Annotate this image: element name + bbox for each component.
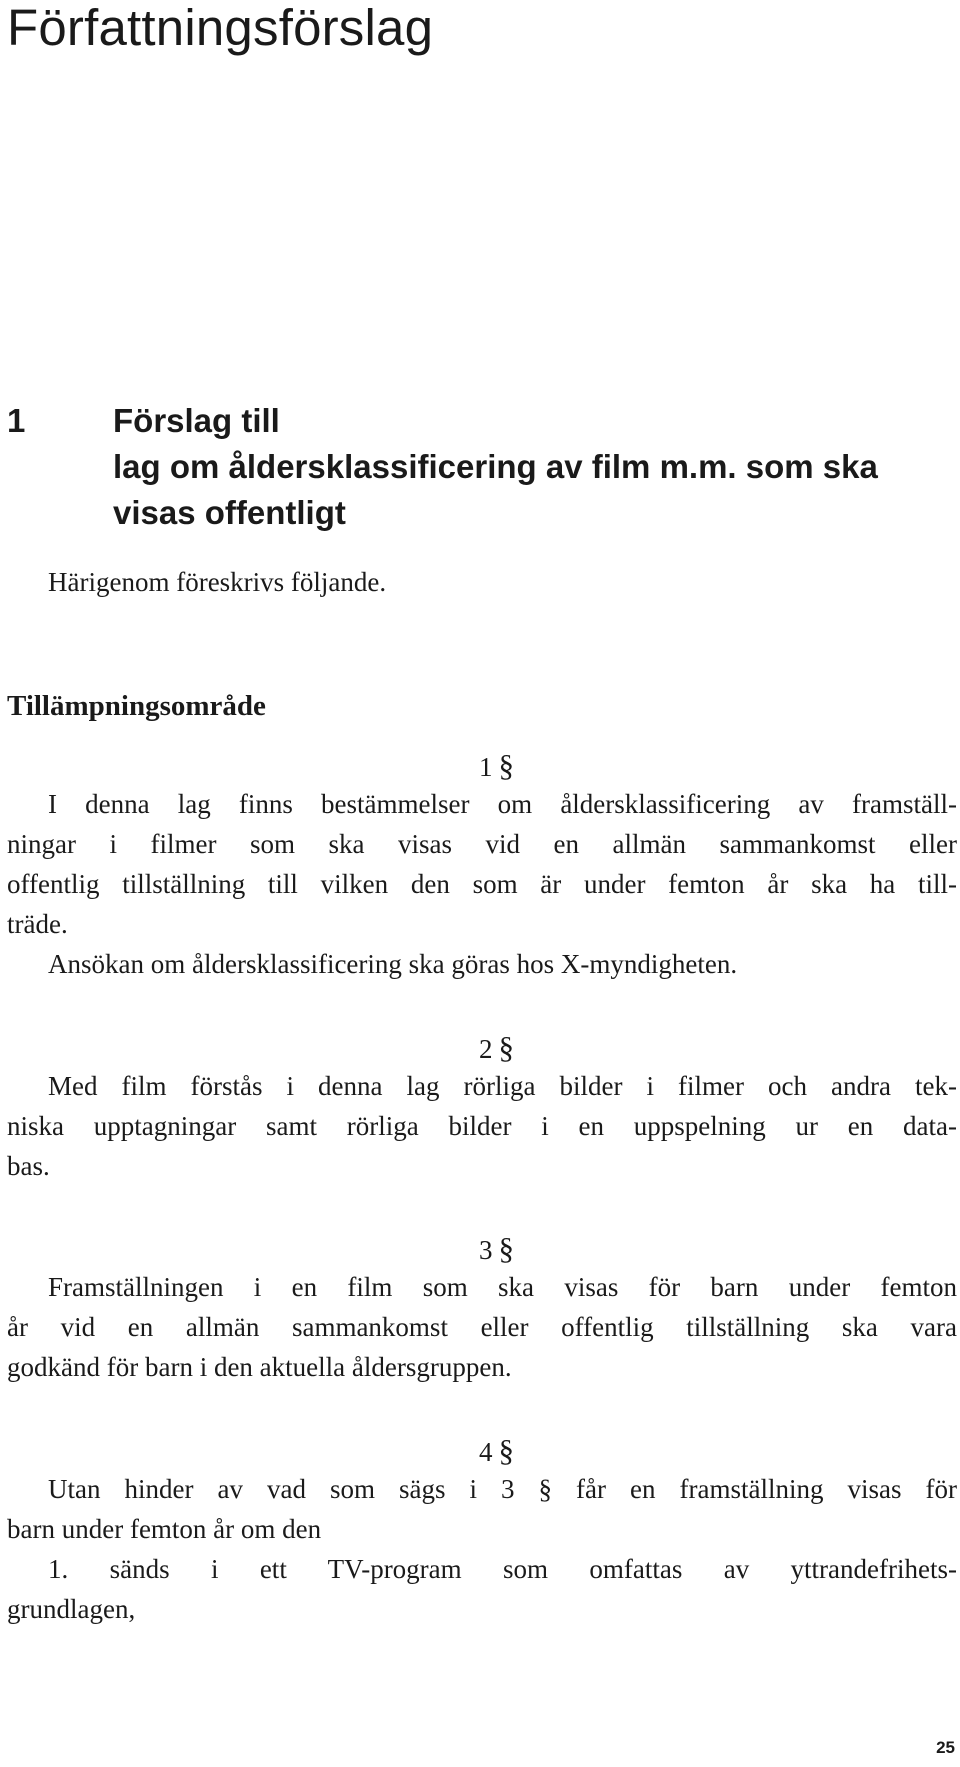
section-sign: § (498, 1231, 514, 1266)
proposal-title-line: visas offentligt (113, 494, 346, 531)
section-sign: § (498, 748, 514, 783)
paragraph-line: träde. (7, 909, 68, 939)
section-sign: § (498, 1030, 514, 1065)
paragraph-line: godkänd för barn i den aktuella åldersgruppen. (7, 1352, 512, 1382)
paragraph-mark (479, 1030, 514, 1066)
paragraph-line: år vid en allmän sammankomst eller offentlig tillställning ska vara (7, 1312, 957, 1342)
paragraph-number: 2 (479, 1034, 493, 1064)
proposal-number: 1 (7, 402, 26, 439)
intro-text: Härigenom föreskrivs följande. (48, 567, 387, 597)
list-item-line: grundlagen, (7, 1594, 136, 1624)
paragraph-line: Framställningen i en film som ska visas för barn under femton (48, 1272, 957, 1302)
paragraph-number: 1 (479, 752, 493, 782)
paragraph-line: barn under femton år om den (7, 1514, 322, 1544)
section-heading: Tillämpningsområde (7, 690, 266, 722)
paragraph-mark (479, 1433, 514, 1469)
paragraph-number: 4 (479, 1437, 493, 1467)
paragraph-mark (479, 748, 514, 784)
paragraph-line: ningar i filmer som ska visas vid en allmän sammankomst eller (7, 829, 957, 859)
proposal-title-line: Förslag till (113, 402, 280, 439)
page-heading: Författningsförslag (7, 0, 434, 56)
paragraph-line: offentlig tillställning till vilken den som är under femton år ska ha till- (7, 869, 957, 899)
proposal-title-line: lag om åldersklassificering av film m.m. som ska (113, 448, 878, 485)
section-sign: § (498, 1433, 514, 1468)
paragraph-line: bas. (7, 1151, 50, 1181)
paragraph-number: 3 (479, 1235, 493, 1265)
paragraph-line: Med film förstås i denna lag rörliga bilder i filmer och andra tek- (48, 1071, 957, 1101)
list-item-line: 1. sänds i ett TV-program som omfattas av yttrandefrihets- (48, 1554, 957, 1584)
paragraph-line: Ansökan om åldersklassificering ska göras hos X-myndigheten. (48, 949, 738, 979)
page-number: 25 (936, 1738, 955, 1757)
paragraph-line: I denna lag finns bestämmelser om åldersklassificering av framställ- (48, 789, 957, 819)
paragraph-line: niska upptagningar samt rörliga bilder i en uppspelning ur en data- (7, 1111, 957, 1141)
paragraph-line: Utan hinder av vad som sägs i 3 § får en framställning visas för (48, 1474, 957, 1504)
paragraph-mark (479, 1231, 514, 1267)
